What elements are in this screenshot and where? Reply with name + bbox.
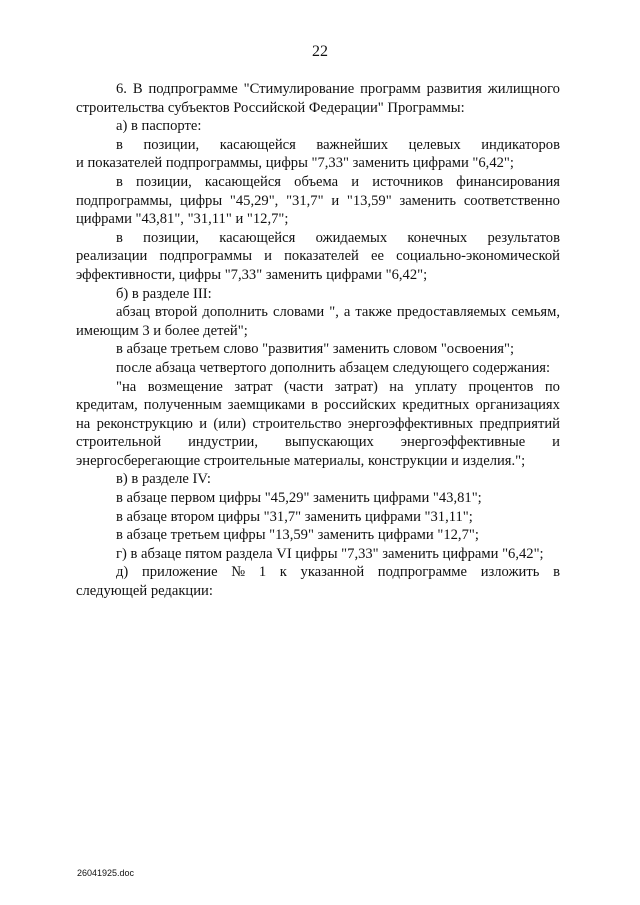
text-line: "на возмещение затрат (части затрат) на уплату процентов по	[116, 378, 560, 395]
text-line: в абзаце первом цифры "45,29" заменить цифрами "43,81";	[116, 490, 482, 507]
text-line: в абзаце третьем слово "развития" заменить словом "освоения";	[116, 341, 515, 358]
text-line: абзац второй дополнить словами ", а также предоставляемых семьям,	[116, 304, 560, 321]
page-number: 22	[312, 43, 328, 60]
text-line: имеющим 3 и более детей";	[76, 322, 248, 339]
text-line: в позиции, касающейся объема и источников финансирования	[116, 173, 560, 190]
text-line: строительства субъектов Российской Федерации" Программы:	[76, 99, 465, 116]
text-line: г) в абзаце пятом раздела VI цифры "7,33" заменить цифрами "6,42";	[116, 545, 544, 562]
text-line: 6. В подпрограмме "Стимулирование программ развития жилищного	[116, 81, 560, 97]
text-line: д) приложение № 1 к указанной подпрограмме изложить в	[116, 564, 560, 581]
text-line: энергосберегающие строительные материалы, конструкции и изделия.";	[76, 452, 526, 469]
document-body	[76, 80, 560, 601]
document-filename: 26041925.doc	[77, 868, 135, 878]
text-line: цифрами "43,81", "31,11" и "12,7";	[76, 211, 289, 228]
text-line: а) в паспорте:	[116, 118, 202, 135]
text-line: в позиции, касающейся важнейших целевых индикаторов	[116, 136, 560, 153]
text-line: строительной индустрии, выпускающих энергоэффективные и	[76, 434, 560, 451]
text-line: в позиции, касающейся ожидаемых конечных результатов	[116, 229, 560, 246]
text-line: подпрограммы, цифры "45,29", "31,7" и "13,59" заменить соответственно	[76, 192, 560, 209]
text-line: в абзаце втором цифры "31,7" заменить цифрами "31,11";	[116, 508, 473, 525]
text-line: после абзаца четвертого дополнить абзацем следующего содержания:	[116, 359, 551, 376]
text-line: эффективности, цифры "7,33" заменить цифрами "6,42";	[76, 266, 428, 283]
text-line: б) в разделе III:	[116, 285, 212, 302]
text-line: на реконструкцию и (или) строительство энергоэффективных предприятий	[76, 415, 560, 432]
text-line: в абзаце третьем цифры "13,59" заменить цифрами "12,7";	[116, 527, 479, 544]
text-line: реализации подпрограммы и показателей ее социально-экономической	[76, 248, 560, 265]
text-line: следующей редакции:	[76, 583, 213, 600]
text-line: в) в разделе IV:	[116, 471, 211, 488]
text-line: и показателей подпрограммы, цифры "7,33" заменить цифрами "6,42";	[76, 155, 514, 172]
text-line: кредитам, полученным заемщиками в российских кредитных организациях	[76, 397, 560, 414]
